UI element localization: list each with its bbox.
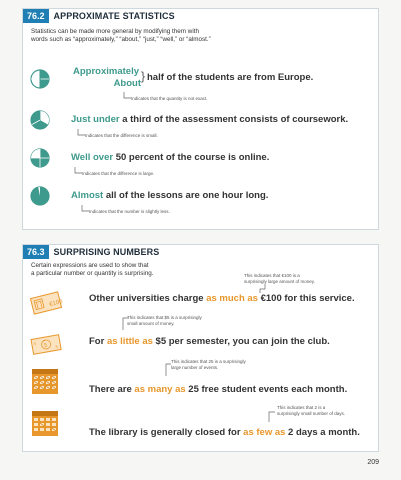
- pointer-arrow: [122, 317, 130, 331]
- keyword-as-many-as: as many as: [134, 384, 186, 395]
- sentence-start: Other universities charge: [89, 293, 207, 304]
- explanation-note: Indicates that the difference is small.: [85, 133, 158, 138]
- almost-full-pie-icon: [30, 186, 50, 206]
- dollar-banknote-icon: [29, 332, 63, 356]
- sentence: [71, 152, 269, 163]
- page-number: 209: [367, 459, 379, 466]
- section-intro: [31, 262, 271, 278]
- note-line: This indicates that €100 is a: [244, 273, 300, 278]
- sentence: [89, 336, 330, 347]
- approximate-statistics-panel: [22, 8, 379, 230]
- sentence-rest: all of the lessons are one hour long.: [103, 190, 269, 201]
- sentence-end: 25 free student events each month.: [185, 384, 348, 395]
- note-line: surprisingly large amount of money.: [244, 278, 315, 284]
- quarter-pie-icon: [30, 148, 50, 168]
- explanation-note: [171, 359, 246, 370]
- sentence-rest: half of the students are from Europe.: [147, 72, 314, 83]
- pointer-arrow: [267, 411, 277, 423]
- sentence-start: There are: [89, 384, 135, 395]
- euro-banknote-icon: [29, 290, 63, 316]
- note-line: surprisingly small number of days.: [277, 410, 346, 416]
- sentence-rest: 50 percent of the course is online.: [113, 152, 270, 163]
- sentence-end: €100 for this service.: [257, 293, 355, 304]
- keyword-as-much-as: as much as: [206, 293, 258, 304]
- third-pie-icon: [30, 110, 50, 130]
- explanation-note: [277, 405, 345, 416]
- sentence: [71, 114, 348, 125]
- sentence-start: The library is generally closed for: [89, 427, 244, 438]
- section-intro: [31, 28, 271, 44]
- sentence: [89, 384, 347, 395]
- keyword-as-little-as: as little as: [106, 336, 153, 347]
- note-line: large number of events.: [171, 364, 219, 370]
- keyword-approximately: Approximately: [73, 66, 139, 77]
- note-line: small amount of money.: [127, 320, 175, 326]
- sentence-end: $5 per semester, you can join the club.: [152, 336, 330, 347]
- full-calendar-icon: [31, 367, 59, 395]
- sentence: [89, 427, 360, 438]
- explanation-note: Indicates that the number is slightly less.: [89, 209, 170, 214]
- keyword-as-few-as: as few as: [243, 427, 286, 438]
- half-pie-icon: [30, 69, 50, 89]
- keyword-almost: Almost: [71, 190, 104, 201]
- section-header: [23, 9, 175, 23]
- sentence-start: For: [89, 336, 107, 347]
- intro-line: a particular number or quantity is surprising.: [31, 270, 154, 277]
- svg-text:5: 5: [43, 342, 48, 350]
- pointer-arrow: [164, 363, 173, 377]
- keyword-about: About: [113, 78, 141, 89]
- sentence: [89, 293, 355, 304]
- keyword-just-under: Just under: [71, 114, 120, 125]
- section-title: SURPRISING NUMBERS: [53, 247, 160, 257]
- svg-text:5: 5: [33, 340, 37, 347]
- section-number: 76.3: [23, 245, 49, 259]
- surprising-numbers-panel: [22, 244, 379, 452]
- section-title: APPROXIMATE STATISTICS: [53, 11, 175, 21]
- sparse-calendar-icon: [31, 409, 59, 437]
- intro-line: Certain expressions are used to show that: [31, 262, 149, 269]
- explanation-note: [244, 273, 315, 284]
- note-line: This indicates that 25 is a surprisingly: [171, 359, 246, 364]
- sentence: [71, 190, 268, 201]
- section-header: [23, 245, 159, 259]
- keyword-well-over: Well over: [71, 152, 114, 163]
- note-line: This indicates that $5 is a surprisingly: [127, 315, 202, 320]
- explanation-note: Indicates that the quantity is not exact.: [131, 96, 208, 101]
- svg-text:€100: €100: [48, 299, 63, 309]
- note-line: This indicates that 2 is a: [277, 405, 326, 410]
- intro-line: Statistics can be made more general by modifying them with: [31, 28, 199, 35]
- bracket: }: [141, 69, 146, 83]
- intro-line: words such as “approximately,” “about,” “just,” “well,” or “almost.”: [31, 36, 211, 43]
- section-number: 76.2: [23, 9, 49, 23]
- explanation-note: Indicates that the difference is large.: [82, 171, 155, 176]
- sentence-end: 2 days a month.: [285, 427, 360, 438]
- sentence-rest: a third of the assessment consists of coursework.: [119, 114, 349, 125]
- svg-text:5: 5: [55, 344, 59, 350]
- explanation-note: [127, 315, 202, 326]
